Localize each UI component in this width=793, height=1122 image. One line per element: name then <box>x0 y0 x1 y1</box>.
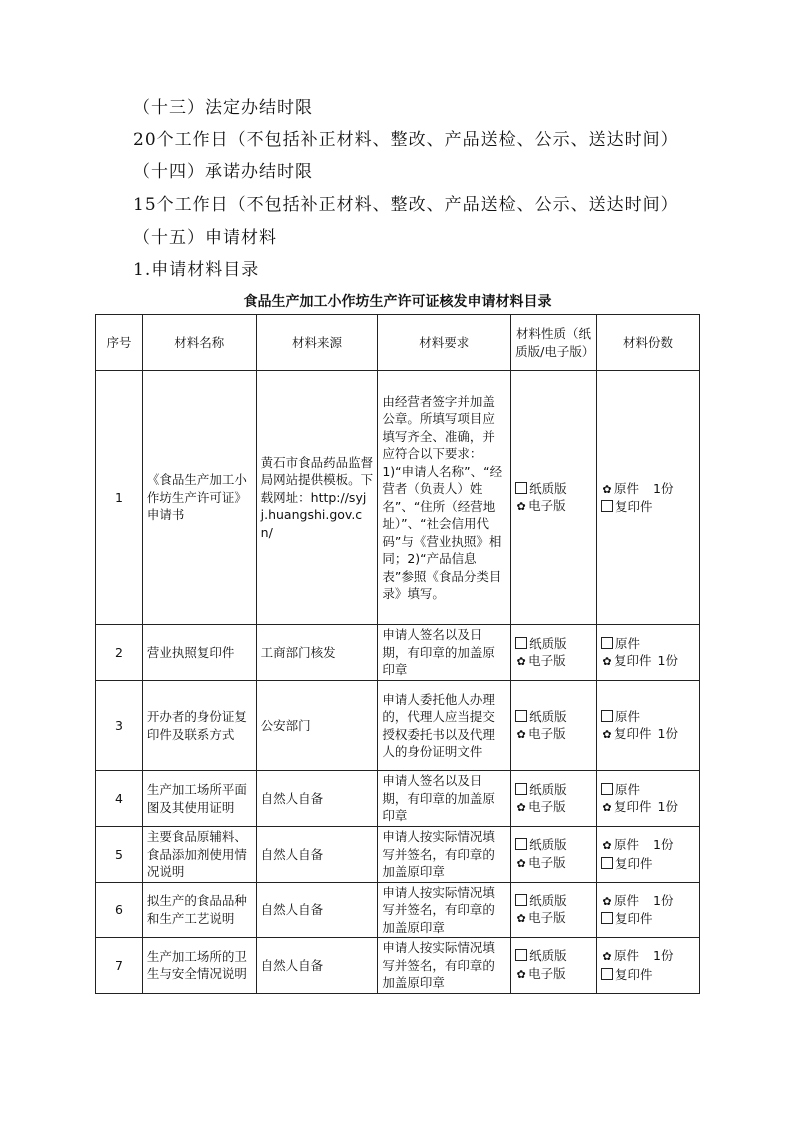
gear-mark-icon: ✿ <box>516 912 526 926</box>
materials-table <box>95 314 700 994</box>
copy-label: 复印件 <box>614 653 652 668</box>
electronic-label: 电子版 <box>528 726 566 741</box>
col-header-no: 序号 <box>96 315 143 371</box>
copy-label: 复印件 <box>615 855 653 871</box>
checkbox-empty-icon <box>601 857 613 869</box>
row-material-nature <box>511 681 597 771</box>
original-option[interactable] <box>601 947 695 966</box>
copy-label: 复印件 <box>615 499 653 514</box>
section-14-heading: （十四）承诺办结时限 <box>133 162 313 182</box>
paper-label: 纸质版 <box>529 635 567 651</box>
row-no: 1 <box>96 371 143 625</box>
paper-option[interactable] <box>515 836 592 854</box>
original-label: 原件 <box>615 635 641 651</box>
gear-mark-icon: ✿ <box>602 894 612 908</box>
gear-mark-icon: ✿ <box>516 500 526 513</box>
original-option[interactable] <box>601 708 695 726</box>
electronic-option[interactable] <box>515 909 592 928</box>
original-label: 原件 <box>614 837 640 853</box>
col-header-nature: 材料性质（纸质版/电子版） <box>511 315 597 371</box>
electronic-option[interactable] <box>515 725 592 744</box>
paper-label: 纸质版 <box>529 948 567 964</box>
row-material-nature <box>511 938 597 994</box>
paper-label: 纸质版 <box>529 892 567 908</box>
checkbox-empty-icon <box>515 894 527 906</box>
row-material-source: 自然人自备 <box>256 882 378 938</box>
original-label: 原件 <box>615 781 641 797</box>
copy-option[interactable] <box>601 498 695 516</box>
original-option[interactable] <box>601 781 695 799</box>
row-material-nature <box>511 625 597 681</box>
checkbox-empty-icon <box>515 783 527 795</box>
row-material-nature <box>511 827 597 883</box>
row-no: 3 <box>96 681 143 771</box>
original-count: 1份 <box>653 892 674 908</box>
copy-label: 复印件 <box>614 799 652 814</box>
original-label: 原件 <box>615 708 641 724</box>
gear-mark-icon: ✿ <box>602 950 612 964</box>
row-no: 5 <box>96 827 143 883</box>
copy-label: 复印件 <box>615 966 653 982</box>
row-material-name: 开办者的身份证复印件及联系方式 <box>142 681 256 771</box>
copy-option[interactable] <box>601 798 695 817</box>
table-row <box>96 371 700 625</box>
row-material-source: 自然人自备 <box>256 827 378 883</box>
col-header-source: 材料来源 <box>256 315 378 371</box>
copy-option[interactable] <box>601 652 695 671</box>
row-material-requirement: 申请人按实际情况填写并签名，有印章的加盖原印章 <box>378 882 511 938</box>
row-material-requirement: 由经营者签字并加盖公章。所填写项目应填写齐全、准确，并应符合以下要求：1)“申请人名称”、“经营者（负责人）姓名”、“住所（经营地址）”、“社会信用代码”与《营业执照》相同；2)“产品信息表”参照《食品分类目录》填写。 <box>378 371 511 625</box>
copy-count: 1份 <box>657 653 678 668</box>
paper-option[interactable] <box>515 892 592 910</box>
original-label: 原件 <box>614 892 640 908</box>
checkbox-empty-icon <box>601 500 613 512</box>
row-material-name: 营业执照复印件 <box>142 625 256 681</box>
row-no: 6 <box>96 882 143 938</box>
copy-label: 复印件 <box>614 726 652 741</box>
gear-mark-icon: ✿ <box>602 801 612 814</box>
original-option[interactable] <box>601 480 695 499</box>
electronic-label: 电子版 <box>528 799 566 814</box>
row-material-nature <box>511 771 597 827</box>
row-material-nature <box>511 371 597 625</box>
electronic-label: 电子版 <box>528 498 566 513</box>
col-header-name: 材料名称 <box>142 315 256 371</box>
original-count: 1份 <box>653 948 674 964</box>
checkbox-empty-icon <box>601 710 613 722</box>
section-13-text: 20个工作日（不包括补正材料、整改、产品送检、公示、送达时间） <box>133 130 679 150</box>
electronic-label: 电子版 <box>528 965 566 981</box>
checkbox-empty-icon <box>515 482 527 494</box>
original-option[interactable] <box>601 635 695 653</box>
table-row <box>96 771 700 827</box>
checkbox-empty-icon <box>515 949 527 961</box>
table-row <box>96 882 700 938</box>
table-row <box>96 681 700 771</box>
paper-option[interactable] <box>515 781 592 799</box>
checkbox-empty-icon <box>515 637 527 649</box>
row-material-count <box>597 681 700 771</box>
copy-count: 1份 <box>657 799 678 814</box>
section-14-text: 15个工作日（不包括补正材料、整改、产品送检、公示、送达时间） <box>133 195 679 215</box>
row-material-requirement: 申请人委托他人办理的，代理人应当提交授权委托书以及代理人的身份证明文件 <box>378 681 511 771</box>
gear-mark-icon: ✿ <box>516 801 526 814</box>
paper-label: 纸质版 <box>529 708 567 724</box>
original-label: 原件 <box>614 480 640 496</box>
paper-label: 纸质版 <box>529 480 567 496</box>
row-material-source: 自然人自备 <box>256 938 378 994</box>
gear-mark-icon: ✿ <box>602 839 612 853</box>
electronic-label: 电子版 <box>528 653 566 668</box>
row-material-name: 生产加工场所平面图及其使用证明 <box>142 771 256 827</box>
row-material-name: 《食品生产加工小作坊生产许可证》申请书 <box>142 371 256 625</box>
paper-option[interactable] <box>515 480 592 498</box>
paper-option[interactable] <box>515 947 592 965</box>
electronic-option[interactable] <box>515 965 592 984</box>
checkbox-empty-icon <box>515 838 527 850</box>
table-row <box>96 827 700 883</box>
paper-label: 纸质版 <box>529 837 567 853</box>
row-material-source: 工商部门核发 <box>256 625 378 681</box>
gear-mark-icon: ✿ <box>602 482 612 496</box>
table-row <box>96 938 700 994</box>
checkbox-empty-icon <box>601 637 613 649</box>
row-material-count <box>597 625 700 681</box>
copy-option[interactable] <box>601 910 695 928</box>
gear-mark-icon: ✿ <box>516 655 526 668</box>
section-13-heading: （十三）法定办结时限 <box>133 98 313 118</box>
copy-option[interactable] <box>601 966 695 984</box>
col-header-count: 材料份数 <box>597 315 700 371</box>
original-count: 1份 <box>653 837 674 853</box>
table-title: 食品生产加工小作坊生产许可证核发申请材料目录 <box>243 294 552 310</box>
row-material-count <box>597 371 700 625</box>
gear-mark-icon: ✿ <box>516 967 526 981</box>
original-option[interactable] <box>601 836 695 855</box>
section-15-heading: （十五）申请材料 <box>133 228 277 248</box>
checkbox-empty-icon <box>601 968 613 980</box>
row-material-count <box>597 827 700 883</box>
original-label: 原件 <box>614 948 640 964</box>
row-material-name: 拟生产的食品品种和生产工艺说明 <box>142 882 256 938</box>
electronic-option[interactable] <box>515 497 592 516</box>
copy-option[interactable] <box>601 725 695 744</box>
electronic-label: 电子版 <box>528 910 566 926</box>
copy-option[interactable] <box>601 855 695 873</box>
col-header-requirement: 材料要求 <box>378 315 511 371</box>
row-no: 4 <box>96 771 143 827</box>
original-count: 1份 <box>653 480 674 496</box>
gear-mark-icon: ✿ <box>516 856 526 870</box>
row-material-count <box>597 882 700 938</box>
row-material-source: 公安部门 <box>256 681 378 771</box>
row-material-requirement: 申请人按实际情况填写并签名，有印章的加盖原印章 <box>378 938 511 994</box>
row-material-nature <box>511 882 597 938</box>
row-material-source: 黄石市食品药品监督局网站提供模板。下载网址：http://syjj.huangshi.gov.cn/ <box>256 371 378 625</box>
electronic-option[interactable] <box>515 854 592 873</box>
electronic-option[interactable] <box>515 798 592 817</box>
table-row <box>96 625 700 681</box>
paper-label: 纸质版 <box>529 781 567 797</box>
checkbox-empty-icon <box>601 783 613 795</box>
electronic-label: 电子版 <box>528 854 566 870</box>
original-option[interactable] <box>601 892 695 911</box>
row-material-requirement: 申请人签名以及日期，有印章的加盖原印章 <box>378 625 511 681</box>
row-material-name: 生产加工场所的卫生与安全情况说明 <box>142 938 256 994</box>
copy-label: 复印件 <box>615 911 653 927</box>
checkbox-empty-icon <box>601 912 613 924</box>
gear-mark-icon: ✿ <box>602 728 612 741</box>
checkbox-empty-icon <box>515 710 527 722</box>
row-material-requirement: 申请人签名以及日期，有印章的加盖原印章 <box>378 771 511 827</box>
row-no: 7 <box>96 938 143 994</box>
row-material-count <box>597 938 700 994</box>
gear-mark-icon: ✿ <box>516 728 526 741</box>
paper-option[interactable] <box>515 635 592 653</box>
paper-option[interactable] <box>515 708 592 726</box>
gear-mark-icon: ✿ <box>602 655 612 668</box>
row-material-count <box>597 771 700 827</box>
table-header-row <box>96 315 700 371</box>
materials-list-subheading: 1.申请材料目录 <box>133 260 260 280</box>
electronic-option[interactable] <box>515 652 592 671</box>
row-no: 2 <box>96 625 143 681</box>
copy-count: 1份 <box>657 726 678 741</box>
row-material-name: 主要食品原辅料、食品添加剂使用情况说明 <box>142 827 256 883</box>
row-material-source: 自然人自备 <box>256 771 378 827</box>
row-material-requirement: 申请人按实际情况填写并签名，有印章的加盖原印章 <box>378 827 511 883</box>
